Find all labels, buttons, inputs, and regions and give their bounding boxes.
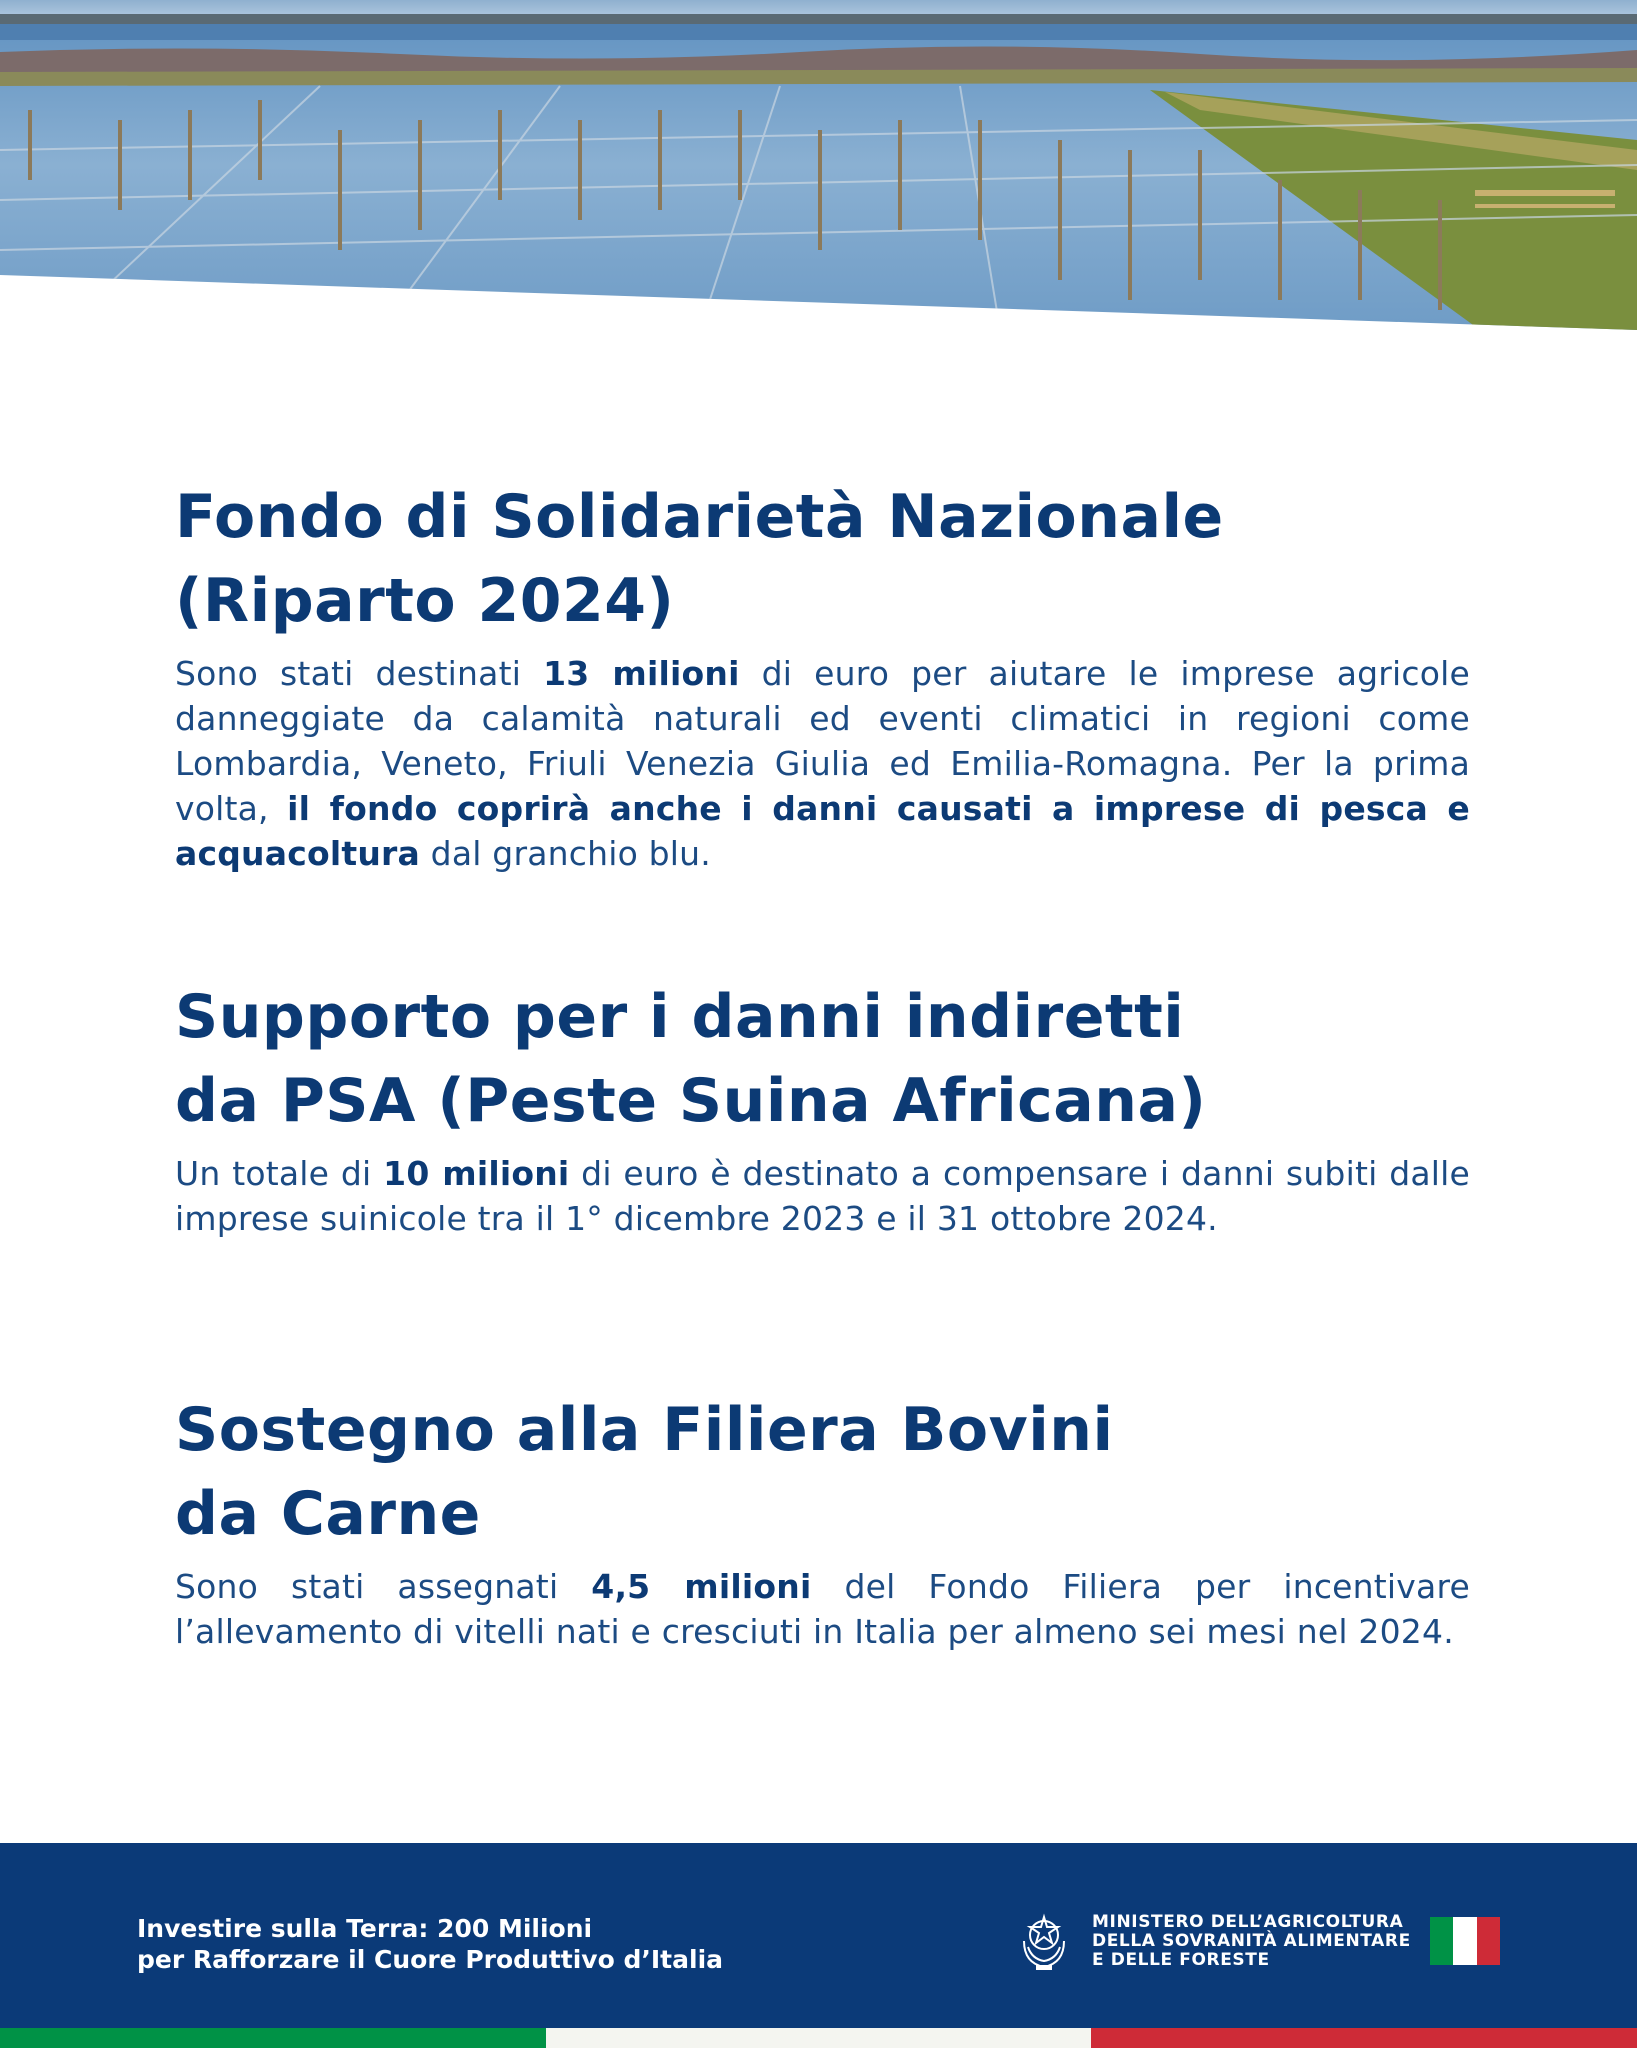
ministry-line: E DELLE FORESTE [1092,1950,1270,1970]
section-body: Sono stati assegnati 4,5 milioni del Fondo Filiera per incentivare l’allevamento di vitelli nati e cresciuti in Italia per almeno sei mesi nel 2024. [175,1567,1470,1651]
section-title-line: Supporto per i danni indiretti [175,982,1185,1052]
highlight-amount: 10 milioni [383,1154,570,1193]
footer-tagline [137,1913,723,1975]
section-supporto-psa [175,975,1470,1241]
tagline-line: per Rafforzare il Cuore Produttivo d’Italia [137,1945,724,1974]
section-title-line: da Carne [175,1479,481,1549]
ministry-name [1092,1913,1411,1970]
highlight-text: il fondo coprirà anche i danni causati a imprese di pesca e acquacoltura [175,789,1470,873]
tagline-line: Investire sulla Terra: 200 Milioni [137,1914,593,1943]
tricolor-stripe [0,2028,1637,2048]
section-title [175,475,1470,643]
section-fondo-solidarieta [175,475,1470,876]
section-title-line: Sostegno alla Filiera Bovini [175,1395,1114,1465]
italian-flag-icon [1430,1917,1500,1965]
section-title [175,1388,1470,1556]
hero-lagoon-photo [0,0,1637,330]
section-body: Un totale di 10 milioni di euro è destinato a compensare i danni subiti dalle imprese suinicole tra il 1° dicembre 2023 e il 31 ottobre 2024. [175,1154,1471,1238]
highlight-amount: 13 milioni [543,654,740,693]
section-body: Sono stati destinati 13 milioni di euro per aiutare le imprese agricole danneggiate da calamità naturali ed eventi climatici in regioni come Lombardia, Veneto, Friuli Venezia Giulia ed Emilia-Romagna. Per la prima volta, il fondo coprirà anche i danni causati a imprese di pesca e acquacoltura dal granchio blu. [175,654,1470,873]
footer-bar [0,1843,1637,2028]
section-title-line: Fondo di Solidarietà Nazionale [175,482,1224,552]
italian-republic-emblem-icon [1016,1911,1072,1973]
section-title-line: (Riparto 2024) [175,566,675,636]
highlight-amount: 4,5 milioni [591,1567,812,1606]
section-title [175,975,1470,1143]
section-filiera-bovini [175,1388,1470,1654]
section-title-line: da PSA (Peste Suina Africana) [175,1066,1207,1136]
ministry-line: DELLA SOVRANITÀ ALIMENTARE [1092,1931,1411,1951]
ministry-line: MINISTERO DELL’AGRICOLTURA [1092,1912,1404,1932]
